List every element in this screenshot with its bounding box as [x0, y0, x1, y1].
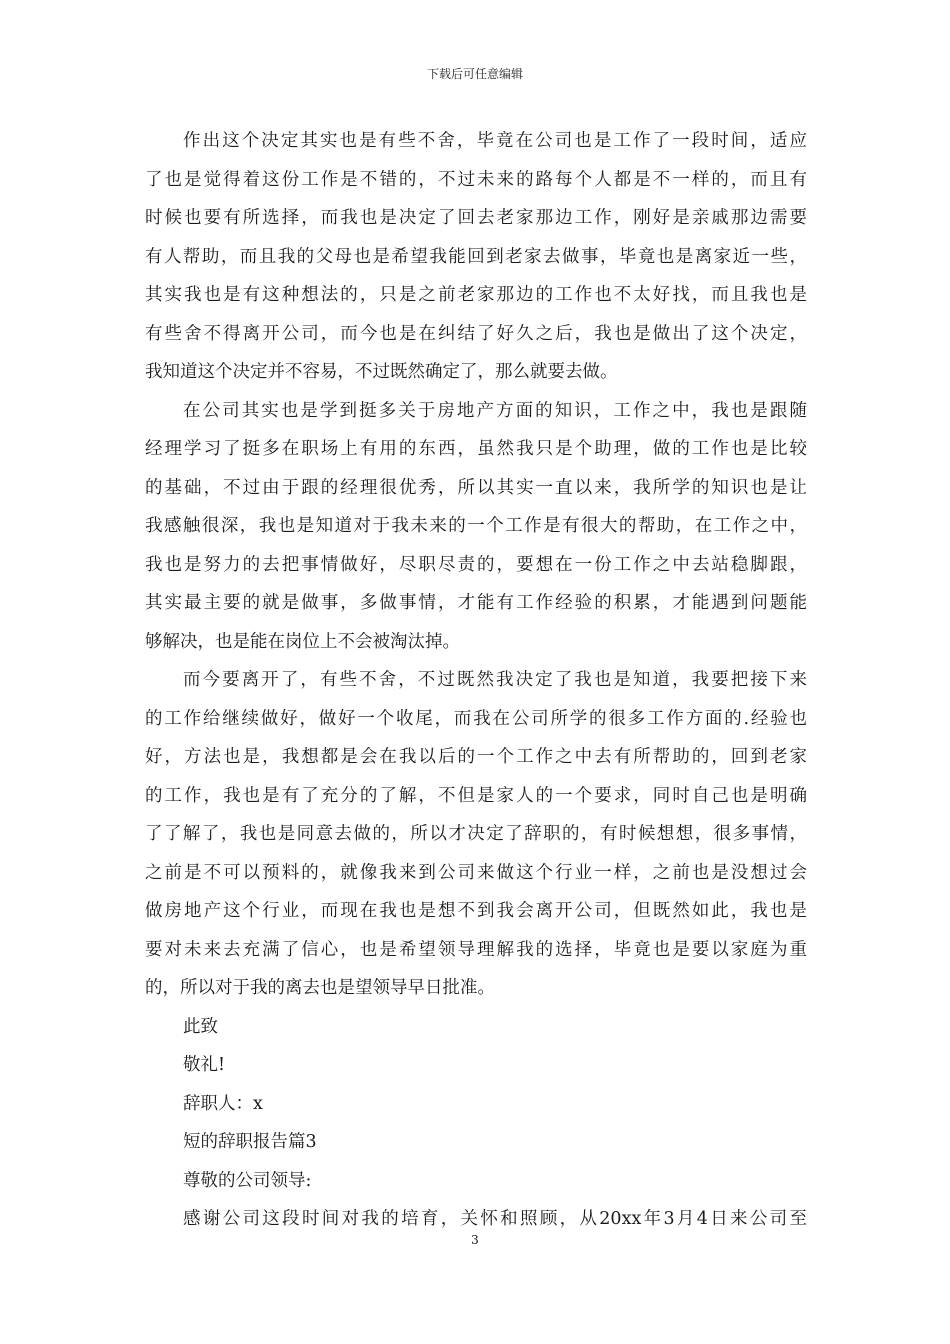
text-line: 的，所以对于我的离去也是望领导早日批准。	[145, 978, 495, 998]
text-line: 的工作给继续做好，做好一个收尾，而我在公司所学的很多工作方面的.经验也	[145, 708, 807, 729]
document-body	[145, 122, 807, 1239]
closing-salutation: 此致	[183, 1016, 218, 1037]
text-line: 够解决，也是能在岗位上不会被淘汰掉。	[145, 631, 460, 652]
text-line: 的基础，不过由于跟的经理很优秀，所以其实一直以来，我所学的知识也是让	[145, 477, 807, 498]
page-header: 下载后可任意编辑	[426, 67, 523, 81]
text-line: 而今要离开了，有些不舍，不过既然我决定了我也是知道，我要把接下来	[183, 670, 807, 690]
text-line: 我也是努力的去把事情做好，尽职尽责的，要想在一份工作之中去站稳脚跟，	[145, 554, 807, 575]
text-line: 做房地产这个行业，而现在我也是想不到我会离开公司，但既然如此，我也是	[145, 901, 807, 921]
text-line: 的工作，我也是有了充分的了解，不但是家人的一个要求，同时自己也是明确	[145, 785, 807, 806]
text-line: 我知道这个决定并不容易，不过既然确定了，那么就要去做。	[145, 362, 618, 382]
text-line: 了了解了，我也是同意去做的，所以才决定了辞职的，有时候想想，很多事情，	[145, 824, 807, 844]
signature-line: 辞职人：x	[183, 1093, 263, 1114]
paragraph-2	[145, 392, 807, 662]
page-number: 3	[471, 1233, 479, 1247]
text-line: 在公司其实也是学到挺多关于房地产方面的知识，工作之中，我也是跟随	[183, 400, 807, 421]
text-line: 了也是觉得着这份工作是不错的，不过未来的路每个人都是不一样的，而且有	[145, 169, 807, 190]
paragraph-3	[145, 661, 807, 1008]
paragraph-1	[145, 122, 807, 392]
text-line: 我感触很深，我也是知道对于我未来的一个工作是有很大的帮助，在工作之中，	[145, 516, 807, 536]
text-line: 其实我也是有这种想法的，只是之前老家那边的工作也不太好找，而且我也是	[145, 285, 807, 305]
text-line: 好，方法也是，我想都是会在我以后的一个工作之中去有所帮助的，回到老家	[145, 747, 807, 767]
text-line: 作出这个决定其实也是有些不舍，毕竟在公司也是工作了一段时间，适应	[183, 131, 807, 151]
text-line: 要对未来去充满了信心，也是希望领导理解我的选择，毕竟也是要以家庭为重	[145, 939, 807, 960]
text-line: 有些舍不得离开公司，而今也是在纠结了好久之后，我也是做出了这个决定，	[145, 323, 807, 344]
text-line: 时候也要有所选择，而我也是决定了回去老家那边工作，刚好是亲戚那边需要	[145, 208, 807, 228]
text-line: 之前是不可以预料的，就像我来到公司来做这个行业一样，之前也是没想过会	[145, 862, 807, 883]
letter-opening-line: 感谢公司这段时间对我的培育，关怀和照顾，从20xx年3月4日来公司至	[183, 1209, 807, 1229]
text-line: 其实最主要的就是做事，多做事情，才能有工作经验的积累，才能遇到问题能	[145, 593, 807, 613]
section-title: 短的辞职报告篇3	[183, 1132, 317, 1152]
text-line: 经理学习了挺多在职场上有用的东西，虽然我只是个助理，做的工作也是比较	[145, 439, 807, 459]
closing-regards: 敬礼!	[183, 1055, 226, 1075]
letter-addressee: 尊敬的公司领导:	[183, 1170, 312, 1191]
text-line: 有人帮助，而且我的父母也是希望我能回到老家去做事，毕竟也是离家近一些，	[145, 246, 807, 267]
